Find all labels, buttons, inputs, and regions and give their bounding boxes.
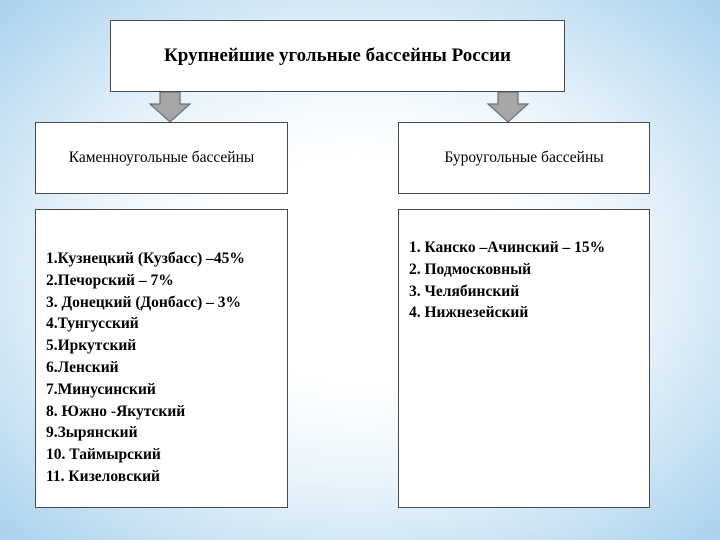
arrow-down-right-icon	[486, 92, 530, 124]
list-item: 10. Таймырский	[46, 446, 161, 464]
list-item: 4.Тунгусский	[46, 315, 139, 333]
list-item: 4. Нижнезейский	[409, 304, 529, 322]
arrow-down-left-icon	[148, 92, 192, 124]
list-item: 1. Канско –Ачинский – 15%	[409, 239, 606, 256]
brown-coal-list	[398, 209, 650, 508]
list-item: 2.Печорский – 7%	[46, 271, 174, 289]
list-item: 1.Кузнецкий (Кузбасс) –45%	[46, 250, 245, 267]
list-item: 5.Иркутский	[46, 337, 137, 355]
list-item: 8. Южно -Якутский	[46, 402, 186, 420]
hard-coal-list	[35, 209, 288, 508]
list-item: 9.Зырянский	[46, 424, 138, 442]
hard-coal-heading: Каменноугольные бассейны	[35, 122, 288, 194]
list-item: 3. Челябинский	[409, 282, 520, 300]
diagram-title: Крупнейшие угольные бассейны России	[110, 20, 565, 92]
brown-coal-heading: Буроугольные бассейны	[398, 122, 650, 194]
list-item: 2. Подмосковный	[409, 260, 532, 278]
list-item: 7.Минусинский	[46, 380, 156, 398]
list-item: 3. Донецкий (Донбасс) – 3%	[46, 293, 241, 311]
list-item: 11. Кизеловский	[46, 467, 160, 485]
list-item: 6.Ленский	[46, 358, 119, 376]
